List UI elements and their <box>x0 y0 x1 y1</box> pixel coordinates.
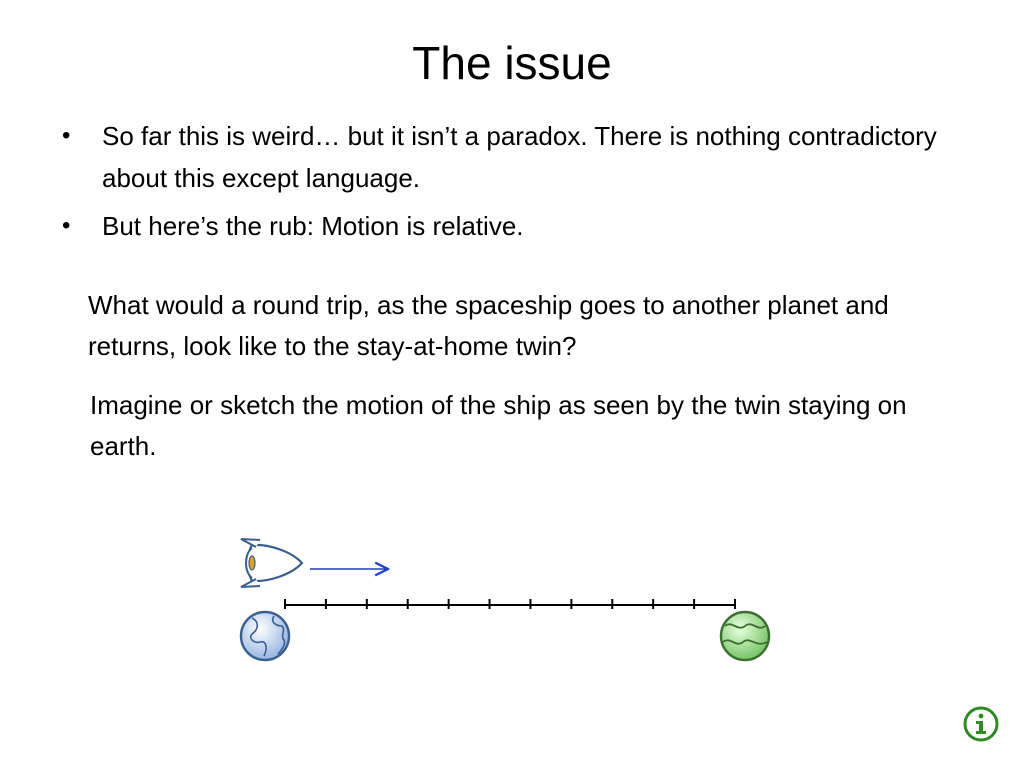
prompt-text: Imagine or sketch the motion of the ship as seen by the twin staying on earth. <box>90 390 907 461</box>
bullet-item <box>58 115 938 199</box>
bullet-text: So far this is weird… but it isn’t a paradox. There is nothing contradictory about this except language. <box>102 121 937 193</box>
bullet-marker: • <box>62 122 71 149</box>
info-icon[interactable] <box>962 705 1000 743</box>
bullet-text: But here’s the rub: Motion is relative. <box>102 211 524 241</box>
bullet-marker: • <box>62 212 71 239</box>
question-text: What would a round trip, as the spaceship goes to another planet and returns, look like to the stay-at-home twin? <box>88 290 889 361</box>
twin-trip-diagram <box>230 530 780 670</box>
rocket-icon <box>241 539 302 587</box>
bullet-item <box>58 205 938 247</box>
slide-title: The issue <box>412 37 612 89</box>
earth-icon <box>241 612 289 660</box>
bullet-list <box>58 115 938 253</box>
distance-scale <box>285 599 735 609</box>
green-planet-icon <box>721 612 769 660</box>
